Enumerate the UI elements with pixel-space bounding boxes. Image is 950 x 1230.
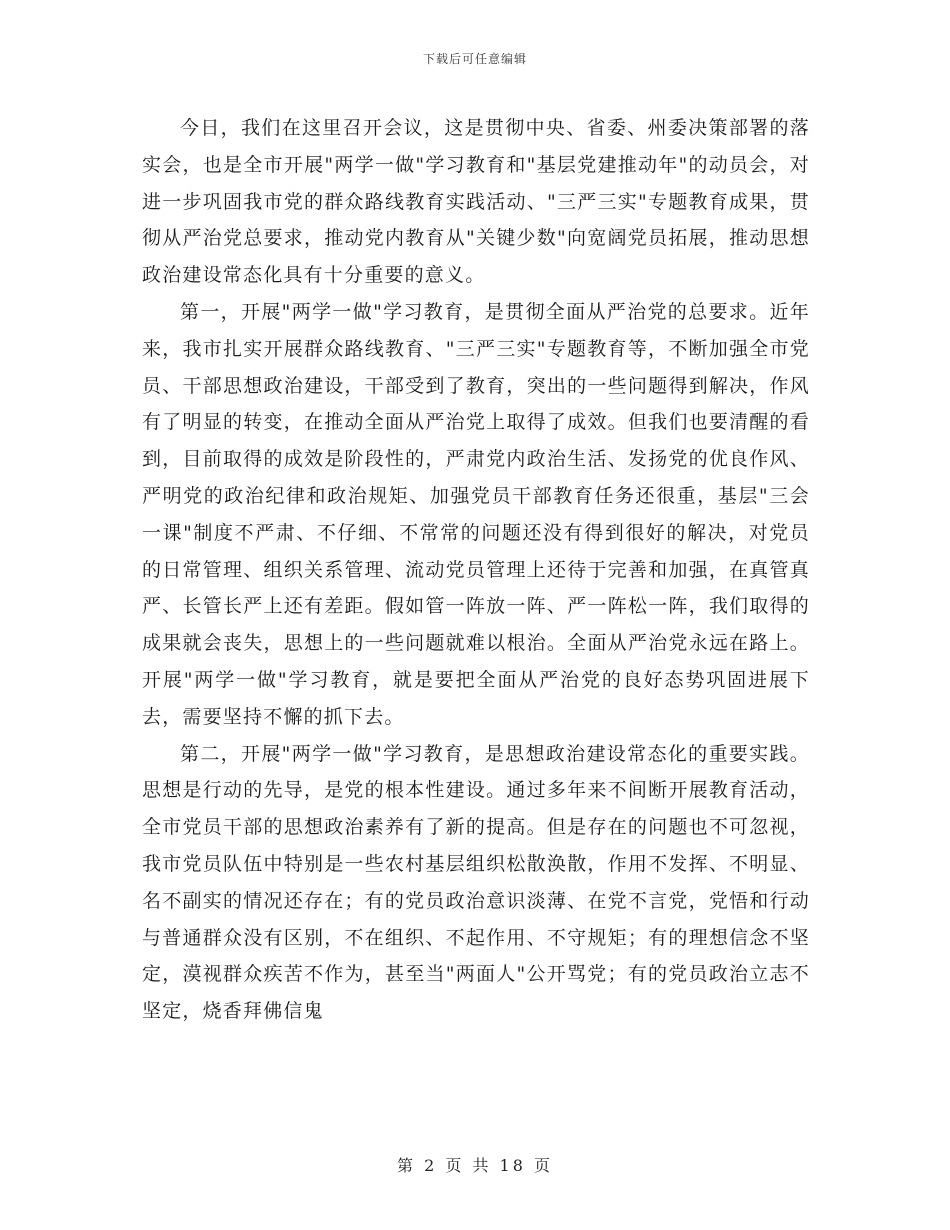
- paragraph-intro: 今日，我们在这里召开会议，这是贯彻中央、省委、州委决策部署的落实会，也是全市开展"两学一做"学习教育和"基层党建推动年"的动员会，对进一步巩固我市党的群众路线教育实践活动、"三严三实"专题教育成果，贯彻从严治党总要求，推动党内教育从"关键少数"向宽阔党员拓展，推动思想政治建设常态化具有十分重要的意义。: [142, 117, 810, 287]
- page-number: 第 2 页 共 18 页: [397, 1156, 553, 1175]
- paragraph-first-point: 第一，开展"两学一做"学习教育，是贯彻全面从严治党的总要求。近年来，我市扎实开展群众路线教育、"三严三实"专题教育等，不断加强全市党员、干部思想政治建设，干部受到了教育，突出的一些问题得到解决，作风有了明显的转变，在推动全面从严治党上取得了成效。但我们也要清醒的看到，目前取得的成效是阶段性的，严肃党内政治生活、发扬党的优良作风、严明党的政治纪律和政治规矩、加强党员干部教育任务还很重，基层"三会一课"制度不严肃、不仔细、不常常的问题还没有得到很好的解决，对党员的日常管理、组织关系管理、流动党员管理上还待于完善和加强，在真管真严、长管长严上还有差距。假如管一阵放一阵、严一阵松一阵，我们取得的成果就会丧失，思想上的一些问题就难以根治。全面从严治党永远在路上。开展"两学一做"学习教育，就是要把全面从严治党的良好态势巩固进展下去，需要坚持不懈的抓下去。: [142, 300, 810, 728]
- paragraph-second-point: 第二，开展"两学一做"学习教育，是思想政治建设常态化的重要实践。思想是行动的先导，是党的根本性建设。通过多年来不间断开展教育活动，全市党员干部的思想政治素养有了新的提高。但是存在的问题也不可忽视，我市党员队伍中特别是一些农村基层组织松散涣散，作用不发挥、不明显、名不副实的情况还存在；有的党员政治意识淡薄、在党不言党，党悟和行动与普通群众没有区别，不在组织、不起作用、不守规矩；有的理想信念不坚定，漠视群众疾苦不作为，甚至当"两面人"公开骂党；有的党员政治立志不坚定，烧香拜佛信鬼: [142, 742, 810, 1023]
- document-body: [142, 110, 810, 1030]
- page-header: 下载后可任意编辑: [422, 52, 527, 66]
